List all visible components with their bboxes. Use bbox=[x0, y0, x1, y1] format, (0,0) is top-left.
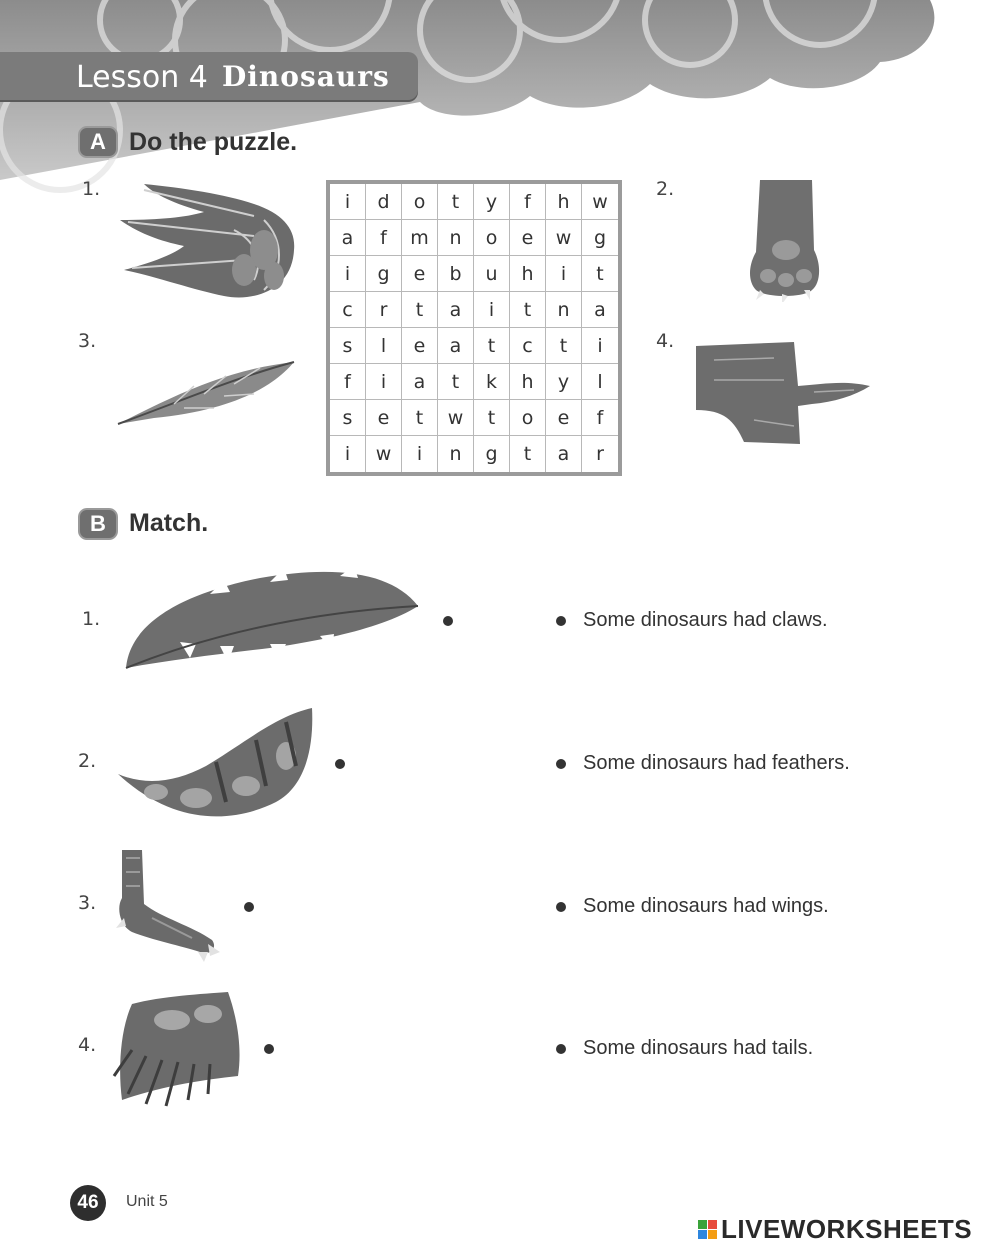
grid-cell[interactable]: f bbox=[582, 400, 618, 436]
section-b-title: Match. bbox=[129, 509, 209, 537]
claw-picture bbox=[746, 180, 824, 302]
grid-cell[interactable]: b bbox=[438, 256, 474, 292]
grid-cell[interactable]: r bbox=[366, 292, 402, 328]
grid-cell[interactable]: t bbox=[582, 256, 618, 292]
grid-cell[interactable]: e bbox=[510, 220, 546, 256]
grid-cell[interactable]: l bbox=[582, 364, 618, 400]
match-sentence-1: Some dinosaurs had claws. bbox=[583, 609, 828, 631]
grid-cell[interactable]: i bbox=[402, 436, 438, 472]
grid-cell[interactable]: a bbox=[330, 220, 366, 256]
grid-cell[interactable]: n bbox=[438, 220, 474, 256]
match-dot-right-2[interactable] bbox=[556, 759, 566, 769]
grid-cell[interactable]: s bbox=[330, 400, 366, 436]
match-dot-right-1[interactable] bbox=[556, 616, 566, 626]
grid-cell[interactable]: h bbox=[510, 256, 546, 292]
match-dot-right-4[interactable] bbox=[556, 1044, 566, 1054]
grid-cell[interactable]: g bbox=[582, 220, 618, 256]
puzzle-number-1: 1. bbox=[82, 178, 101, 200]
puzzle-number-4: 4. bbox=[656, 330, 675, 352]
page-number-badge: 46 bbox=[70, 1185, 106, 1221]
grid-cell[interactable]: t bbox=[402, 292, 438, 328]
grid-cell[interactable]: r bbox=[596, 443, 604, 465]
match-dot-left-1[interactable] bbox=[443, 616, 453, 626]
section-a-badge: A bbox=[78, 126, 118, 158]
grid-cell[interactable]: t bbox=[438, 184, 474, 220]
match-claw-picture bbox=[112, 848, 224, 962]
grid-cell[interactable]: e bbox=[366, 400, 402, 436]
grid-cell[interactable]: o bbox=[510, 400, 546, 436]
grid-cell[interactable]: i bbox=[546, 256, 582, 292]
grid-cell[interactable]: i bbox=[366, 364, 402, 400]
grid-cell[interactable]: a bbox=[582, 292, 618, 328]
puzzle-number-2: 2. bbox=[656, 178, 675, 200]
logo-icon bbox=[698, 1220, 717, 1239]
section-b-badge: B bbox=[78, 508, 118, 540]
grid-cell[interactable]: g bbox=[474, 436, 510, 472]
grid-cell[interactable]: t bbox=[510, 436, 546, 472]
lesson-label: Lesson 4 bbox=[76, 60, 208, 95]
grid-cell[interactable]: l bbox=[366, 328, 402, 364]
match-sentence-3: Some dinosaurs had wings. bbox=[583, 895, 829, 917]
grid-cell[interactable]: i bbox=[330, 256, 366, 292]
tail-picture bbox=[694, 340, 874, 446]
grid-cell[interactable]: a bbox=[546, 436, 582, 472]
section-a-title: Do the puzzle. bbox=[129, 128, 298, 156]
grid-cell[interactable]: w bbox=[366, 436, 402, 472]
grid-cell[interactable]: f bbox=[366, 220, 402, 256]
grid-cell[interactable]: c bbox=[510, 328, 546, 364]
match-number-2: 2. bbox=[78, 750, 97, 772]
grid-cell[interactable]: i bbox=[330, 184, 366, 220]
grid-cell[interactable]: u bbox=[474, 256, 510, 292]
match-dot-left-4[interactable] bbox=[264, 1044, 274, 1054]
match-number-3: 3. bbox=[78, 892, 97, 914]
match-sentence-4: Some dinosaurs had tails. bbox=[583, 1037, 814, 1059]
grid-cell[interactable]: w bbox=[438, 400, 474, 436]
word-search-grid bbox=[326, 180, 622, 476]
grid-cell[interactable]: y bbox=[474, 184, 510, 220]
grid-cell[interactable]: n bbox=[438, 436, 474, 472]
grid-cell[interactable]: f bbox=[330, 364, 366, 400]
match-number-1: 1. bbox=[82, 608, 101, 630]
grid-cell[interactable]: a bbox=[402, 364, 438, 400]
grid-cell[interactable]: w bbox=[546, 220, 582, 256]
wing-picture bbox=[114, 180, 300, 302]
match-sentence-2: Some dinosaurs had feathers. bbox=[583, 752, 850, 774]
grid-cell[interactable]: h bbox=[546, 184, 582, 220]
grid-cell[interactable]: c bbox=[330, 292, 366, 328]
grid-cell[interactable]: t bbox=[474, 328, 510, 364]
match-feather-picture bbox=[120, 564, 422, 670]
grid-cell[interactable]: e bbox=[546, 400, 582, 436]
liveworksheets-logo bbox=[698, 1214, 972, 1244]
grid-cell[interactable]: t bbox=[438, 364, 474, 400]
grid-cell[interactable]: m bbox=[402, 220, 438, 256]
match-dot-left-2[interactable] bbox=[335, 759, 345, 769]
grid-cell[interactable]: h bbox=[510, 364, 546, 400]
grid-cell[interactable]: d bbox=[366, 184, 402, 220]
grid-cell[interactable]: f bbox=[510, 184, 546, 220]
grid-cell[interactable]: o bbox=[474, 220, 510, 256]
watermark-text: LIVEWORKSHEETS bbox=[721, 1213, 973, 1244]
grid-cell[interactable]: e bbox=[402, 256, 438, 292]
grid-cell[interactable]: y bbox=[546, 364, 582, 400]
grid-cell[interactable]: o bbox=[402, 184, 438, 220]
feather-picture bbox=[114, 356, 298, 428]
grid-cell[interactable]: i bbox=[330, 436, 366, 472]
grid-cell[interactable]: t bbox=[546, 328, 582, 364]
match-wing-picture bbox=[112, 990, 248, 1108]
match-number-4: 4. bbox=[78, 1034, 97, 1056]
lesson-title: Dinosaurs bbox=[222, 60, 390, 93]
unit-label: Unit 5 bbox=[126, 1193, 168, 1210]
grid-cell[interactable]: s bbox=[330, 328, 366, 364]
grid-cell[interactable]: i bbox=[474, 292, 510, 328]
match-dot-right-3[interactable] bbox=[556, 902, 566, 912]
grid-cell[interactable]: g bbox=[366, 256, 402, 292]
grid-cell[interactable]: t bbox=[474, 400, 510, 436]
grid-cell[interactable]: w bbox=[582, 184, 618, 220]
grid-cell[interactable]: e bbox=[402, 328, 438, 364]
header-background bbox=[0, 0, 1000, 200]
grid-cell[interactable]: k bbox=[474, 364, 510, 400]
match-dot-left-3[interactable] bbox=[244, 902, 254, 912]
puzzle-number-3: 3. bbox=[78, 330, 97, 352]
match-tail-picture bbox=[116, 706, 314, 826]
grid-cell[interactable]: a bbox=[438, 328, 474, 364]
grid-cell[interactable]: t bbox=[510, 292, 546, 328]
grid-cell[interactable]: a bbox=[438, 292, 474, 328]
grid-cell[interactable]: i bbox=[582, 328, 618, 364]
grid-cell[interactable]: t bbox=[402, 400, 438, 436]
grid-cell[interactable]: n bbox=[546, 292, 582, 328]
